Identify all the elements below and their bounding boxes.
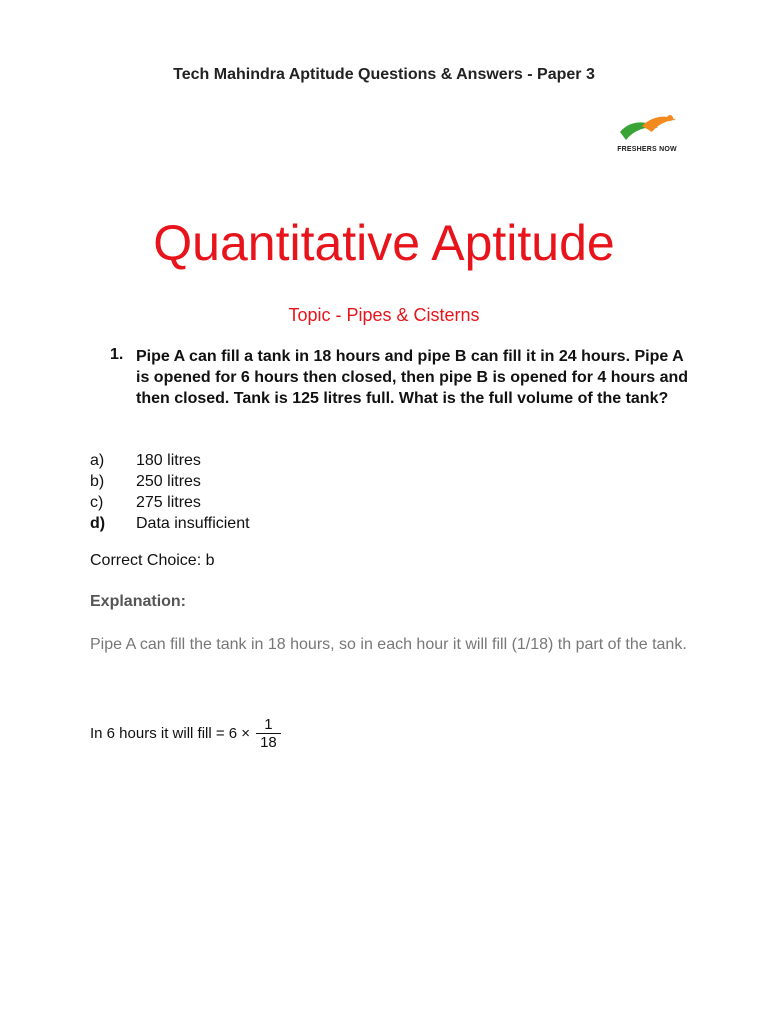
- option-letter: b): [90, 473, 105, 490]
- logo-swoosh-icon: [612, 110, 682, 146]
- fraction: [256, 716, 281, 751]
- correct-choice: Correct Choice: b: [90, 552, 215, 569]
- option-item: [90, 450, 250, 471]
- option-item: [90, 513, 250, 534]
- option-text: 275 litres: [136, 494, 201, 511]
- formula-line: [90, 716, 281, 751]
- option-text: 250 litres: [136, 473, 201, 490]
- option-letter: a): [90, 452, 105, 469]
- question-number: 1.: [110, 346, 124, 363]
- document-header: Tech Mahindra Aptitude Questions & Answers - Paper 3: [173, 66, 595, 83]
- fraction-numerator: 1: [264, 716, 273, 733]
- option-letter: c): [90, 494, 104, 511]
- question-text: Pipe A can fill a tank in 18 hours and pipe B can fill it in 24 hours. Pipe A is opened for 6 hours then closed, then pipe B is opened for 4 hours and then closed. Tank is 125 litres full. What is the full volume of the tank?: [136, 348, 689, 407]
- freshers-now-logo: [612, 110, 682, 158]
- options-list: [90, 450, 250, 534]
- option-letter: d): [90, 515, 106, 532]
- option-text: Data insufficient: [136, 515, 250, 532]
- option-item: [90, 492, 250, 513]
- explanation-heading: Explanation:: [90, 593, 187, 610]
- logo-text: FRESHERS NOW: [617, 146, 677, 153]
- formula-prefix: In 6 hours it will fill = 6 ×: [90, 725, 251, 742]
- option-text: 180 litres: [136, 452, 201, 469]
- page-title: Quantitative Aptitude: [153, 215, 615, 271]
- fraction-denominator: 18: [260, 734, 277, 751]
- option-item: [90, 471, 250, 492]
- topic-heading: Topic - Pipes & Cisterns: [288, 305, 480, 325]
- explanation-text: Pipe A can fill the tank in 18 hours, so in each hour it will fill (1/18) th part of the tank.: [90, 636, 687, 653]
